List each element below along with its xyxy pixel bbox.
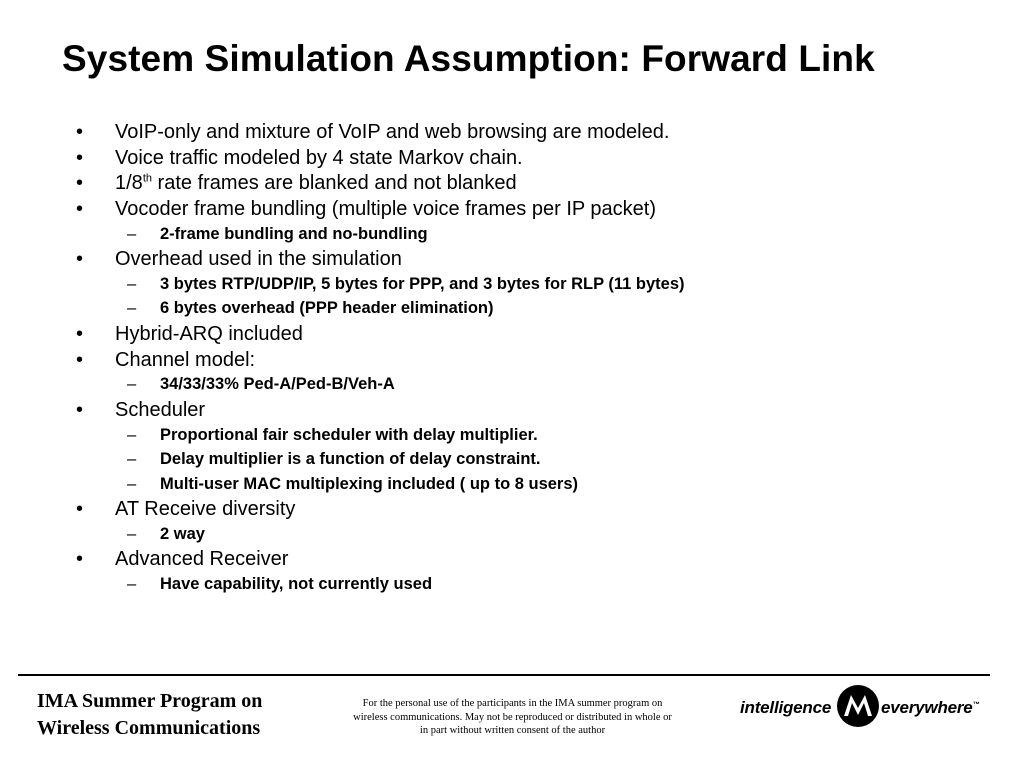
- bullet-marker: •: [76, 322, 84, 345]
- sub-bullet-text: Have capability, not currently used: [160, 574, 433, 593]
- dash-marker: –: [127, 474, 137, 493]
- bullet-item: [0, 546, 1024, 572]
- dash-marker: –: [127, 574, 137, 593]
- bullet-text: Hybrid-ARQ included: [115, 322, 303, 345]
- sub-bullet-text: 34/33/33% Ped-A/Ped-B/Veh-A: [160, 375, 395, 394]
- bullet-text: [115, 170, 517, 197]
- bullet-text: Advanced Receiver: [115, 548, 289, 571]
- footer-program-line1: IMA Summer Program on: [37, 690, 263, 712]
- sub-bullet-item: [0, 522, 1024, 547]
- dash-marker: –: [127, 524, 137, 543]
- footer-notice-line1: For the personal use of the participants in the IMA summer program on: [362, 698, 663, 709]
- sub-bullet-text: Delay multiplier is a function of delay constraint.: [160, 450, 541, 468]
- bullet-text: Channel model:: [115, 348, 256, 371]
- sub-bullet-item: [0, 222, 1024, 247]
- bullet-marker: •: [76, 398, 84, 421]
- dash-marker: –: [127, 425, 137, 444]
- sub-bullet-text: 2 way: [160, 524, 205, 543]
- footer-notice-line3: in part without written consent of the author: [419, 725, 606, 736]
- bullet-text: Overhead used in the simulation: [115, 248, 402, 271]
- logo-tagline-right: [881, 698, 979, 718]
- bullet-text: Scheduler: [115, 398, 206, 421]
- bullet-item: [0, 496, 1024, 522]
- footer-program-name: [37, 688, 262, 742]
- superscript-th: th: [142, 172, 152, 185]
- sub-bullet-text: Multi-user MAC multiplexing included ( up to 8 users): [160, 474, 579, 493]
- dash-marker: –: [127, 375, 137, 394]
- sub-bullet-item: [0, 423, 1024, 448]
- bullet-marker: •: [76, 548, 84, 571]
- dash-marker: –: [127, 274, 137, 293]
- footer-notice: [335, 697, 690, 738]
- bullet-text: AT Receive diversity: [115, 498, 296, 520]
- logo-tagline-left: intelligence: [740, 698, 832, 717]
- bullet-item: [0, 170, 1024, 196]
- sub-bullet-text: 3 bytes RTP/UDP/IP, 5 bytes for PPP, and 3 bytes for RLP (11 bytes): [160, 274, 685, 293]
- footer-divider: [18, 674, 990, 676]
- sub-bullet-item: [0, 372, 1024, 397]
- bullet-marker: •: [76, 498, 84, 520]
- trademark-symbol: ™: [972, 701, 980, 709]
- motorola-emblem-icon: [836, 684, 880, 728]
- brand-logo: [740, 684, 990, 732]
- footer-notice-line2: wireless communications. May not be reproduced or distributed in whole or: [353, 711, 672, 723]
- logo-tagline-right-text: everywhere: [881, 698, 973, 717]
- sub-bullet-text: Proportional fair scheduler with delay multiplier.: [160, 425, 538, 444]
- bullet-item: [0, 196, 1024, 222]
- bullet-marker: •: [76, 248, 84, 271]
- sub-bullet-item: [0, 447, 1024, 472]
- sub-bullet-item: [0, 572, 1024, 597]
- dash-marker: –: [127, 224, 137, 243]
- bullet-item: [0, 347, 1024, 373]
- bullet-item: [0, 397, 1024, 423]
- footer-program-line2: Wireless Communications: [37, 717, 261, 739]
- sub-bullet-item: [0, 296, 1024, 321]
- bullet-item: [0, 246, 1024, 272]
- bullet-marker: •: [76, 198, 84, 221]
- bullet-marker: •: [76, 121, 84, 143]
- slide-title: System Simulation Assumption: Forward Link: [62, 38, 875, 79]
- sub-bullet-text: 2-frame bundling and no-bundling: [160, 224, 428, 243]
- bullet-marker: •: [76, 348, 84, 371]
- sub-bullet-item: [0, 472, 1024, 497]
- bullet-item: [0, 321, 1024, 347]
- sub-bullet-item: [0, 272, 1024, 297]
- bullet-item: [0, 145, 1024, 171]
- bullet-item: [0, 119, 1024, 145]
- bullet-text-post: rate frames are blanked and not blanked: [152, 172, 517, 195]
- dash-marker: –: [127, 450, 137, 468]
- bullet-text: Voice traffic modeled by 4 state Markov chain.: [115, 146, 523, 169]
- bullet-text: Vocoder frame bundling (multiple voice frames per IP packet): [115, 198, 657, 221]
- sub-bullet-text: 6 bytes overhead (PPP header elimination): [160, 299, 494, 318]
- bullet-marker: •: [76, 146, 84, 169]
- bullet-marker: •: [76, 172, 84, 195]
- bullet-text-pre: 1/8: [115, 172, 143, 195]
- bullet-text: VoIP-only and mixture of VoIP and web browsing are modeled.: [115, 121, 670, 143]
- dash-marker: –: [127, 299, 137, 318]
- bullet-list: [0, 119, 1024, 596]
